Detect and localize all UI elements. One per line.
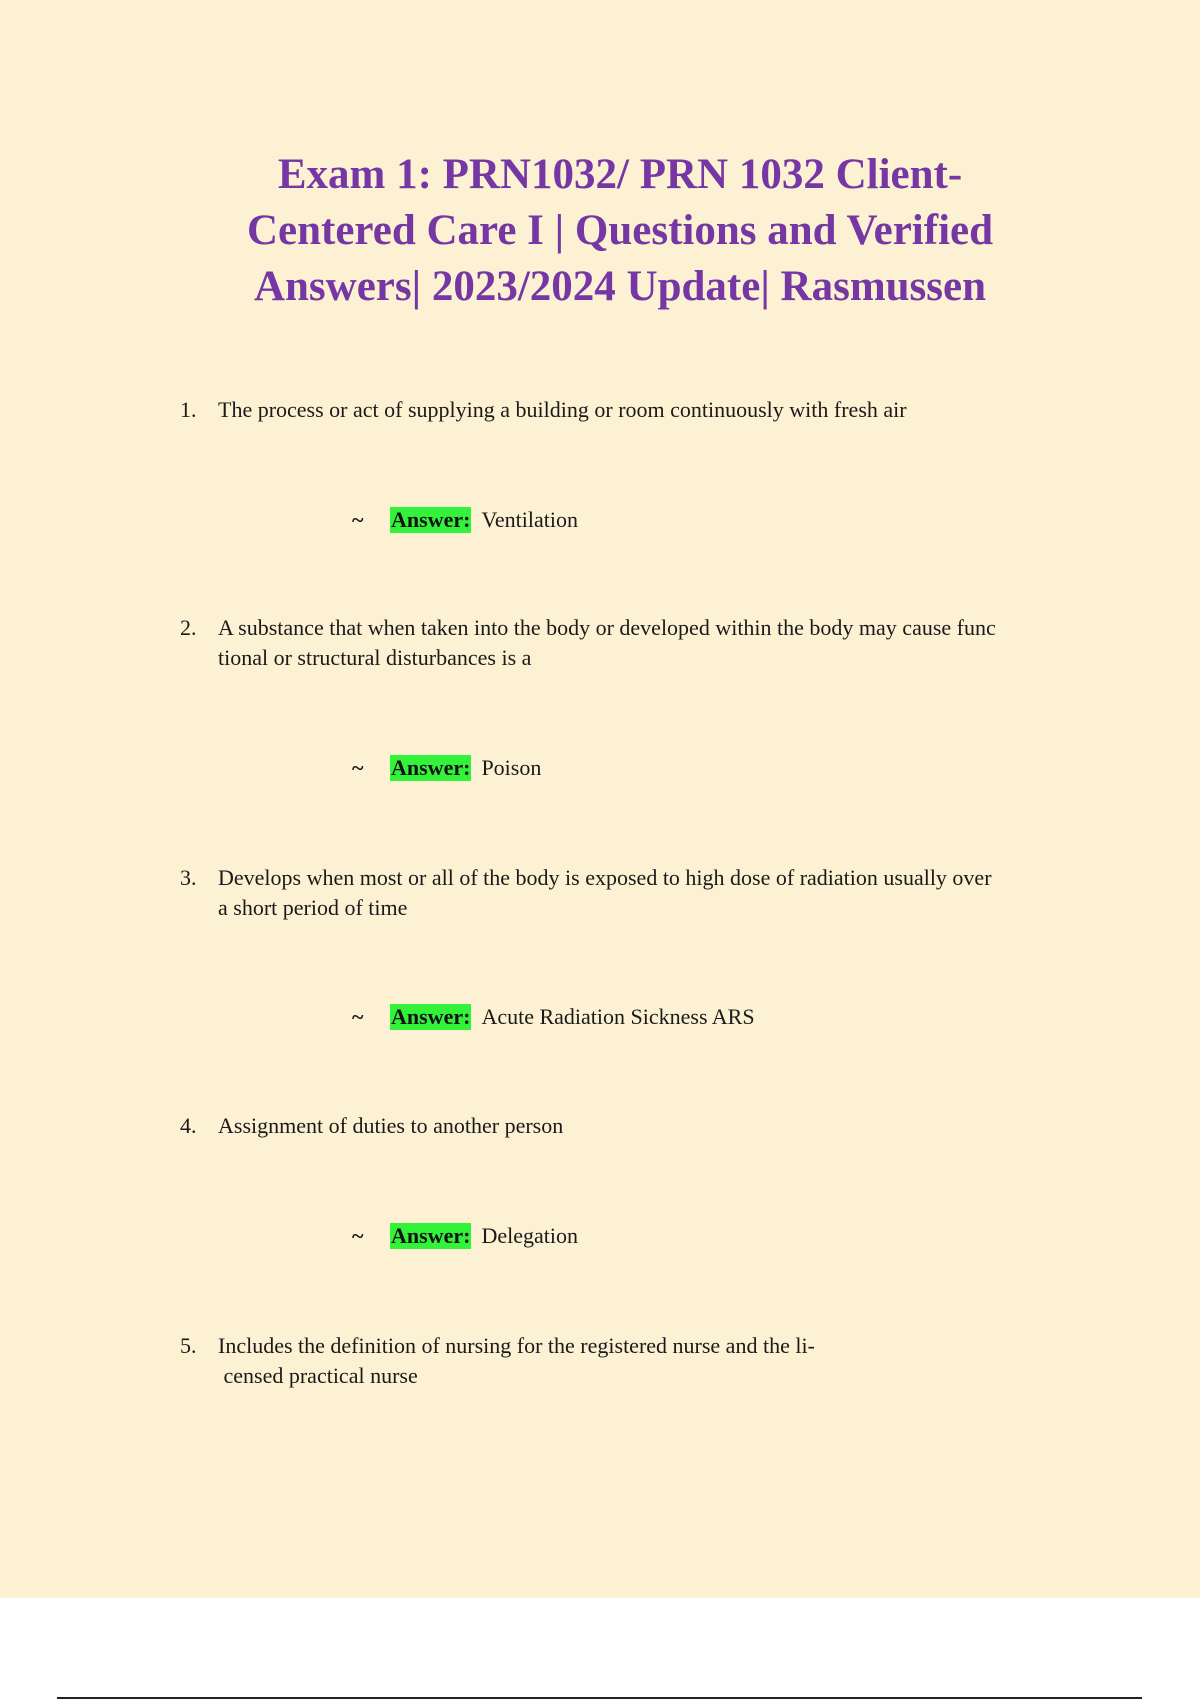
answer-row [352,505,578,535]
answer-label: Answer: [391,1223,471,1248]
title-line: Centered Care I | Questions and Verified [246,207,994,254]
answer-row [352,1221,578,1251]
question-text: A substance that when taken into the body or developed within the body may cause func tional or structural disturbances is a [218,615,996,670]
question-number: 5. [180,1333,197,1358]
answer-marker: ~ [352,1004,364,1029]
answer-row [352,1002,755,1032]
question-number: 2. [180,615,197,640]
answer-label: Answer: [391,1004,471,1029]
answer-marker: ~ [352,1223,364,1248]
document-title [140,147,1100,315]
answer-text: Acute Radiation Sickness ARS [481,1004,755,1029]
question-text: The process or act of supplying a building or room continuously with fresh air [218,397,907,422]
question-text: Develops when most or all of the body is exposed to high dose of radiation usually over a short period of time [218,865,992,920]
question-text: Includes the definition of nursing for the registered nurse and the li- censed practical nurse [218,1333,815,1388]
question-number: 3. [180,865,197,890]
title-line: Answers| 2023/2024 Update| Rasmussen [253,263,987,310]
question-text: Assignment of duties to another person [218,1113,564,1138]
answer-label: Answer: [391,755,471,780]
answer-marker: ~ [352,507,364,532]
answer-text: Delegation [481,1223,578,1248]
answer-text: Poison [481,755,542,780]
answer-text: Ventilation [481,507,578,532]
answer-label: Answer: [391,507,471,532]
footer-divider [57,1697,1142,1699]
answer-marker: ~ [352,755,364,780]
question-number: 4. [180,1113,197,1138]
question-number: 1. [180,397,197,422]
title-line: Exam 1: PRN1032/ PRN 1032 Client- [277,151,963,198]
answer-row [352,753,541,783]
